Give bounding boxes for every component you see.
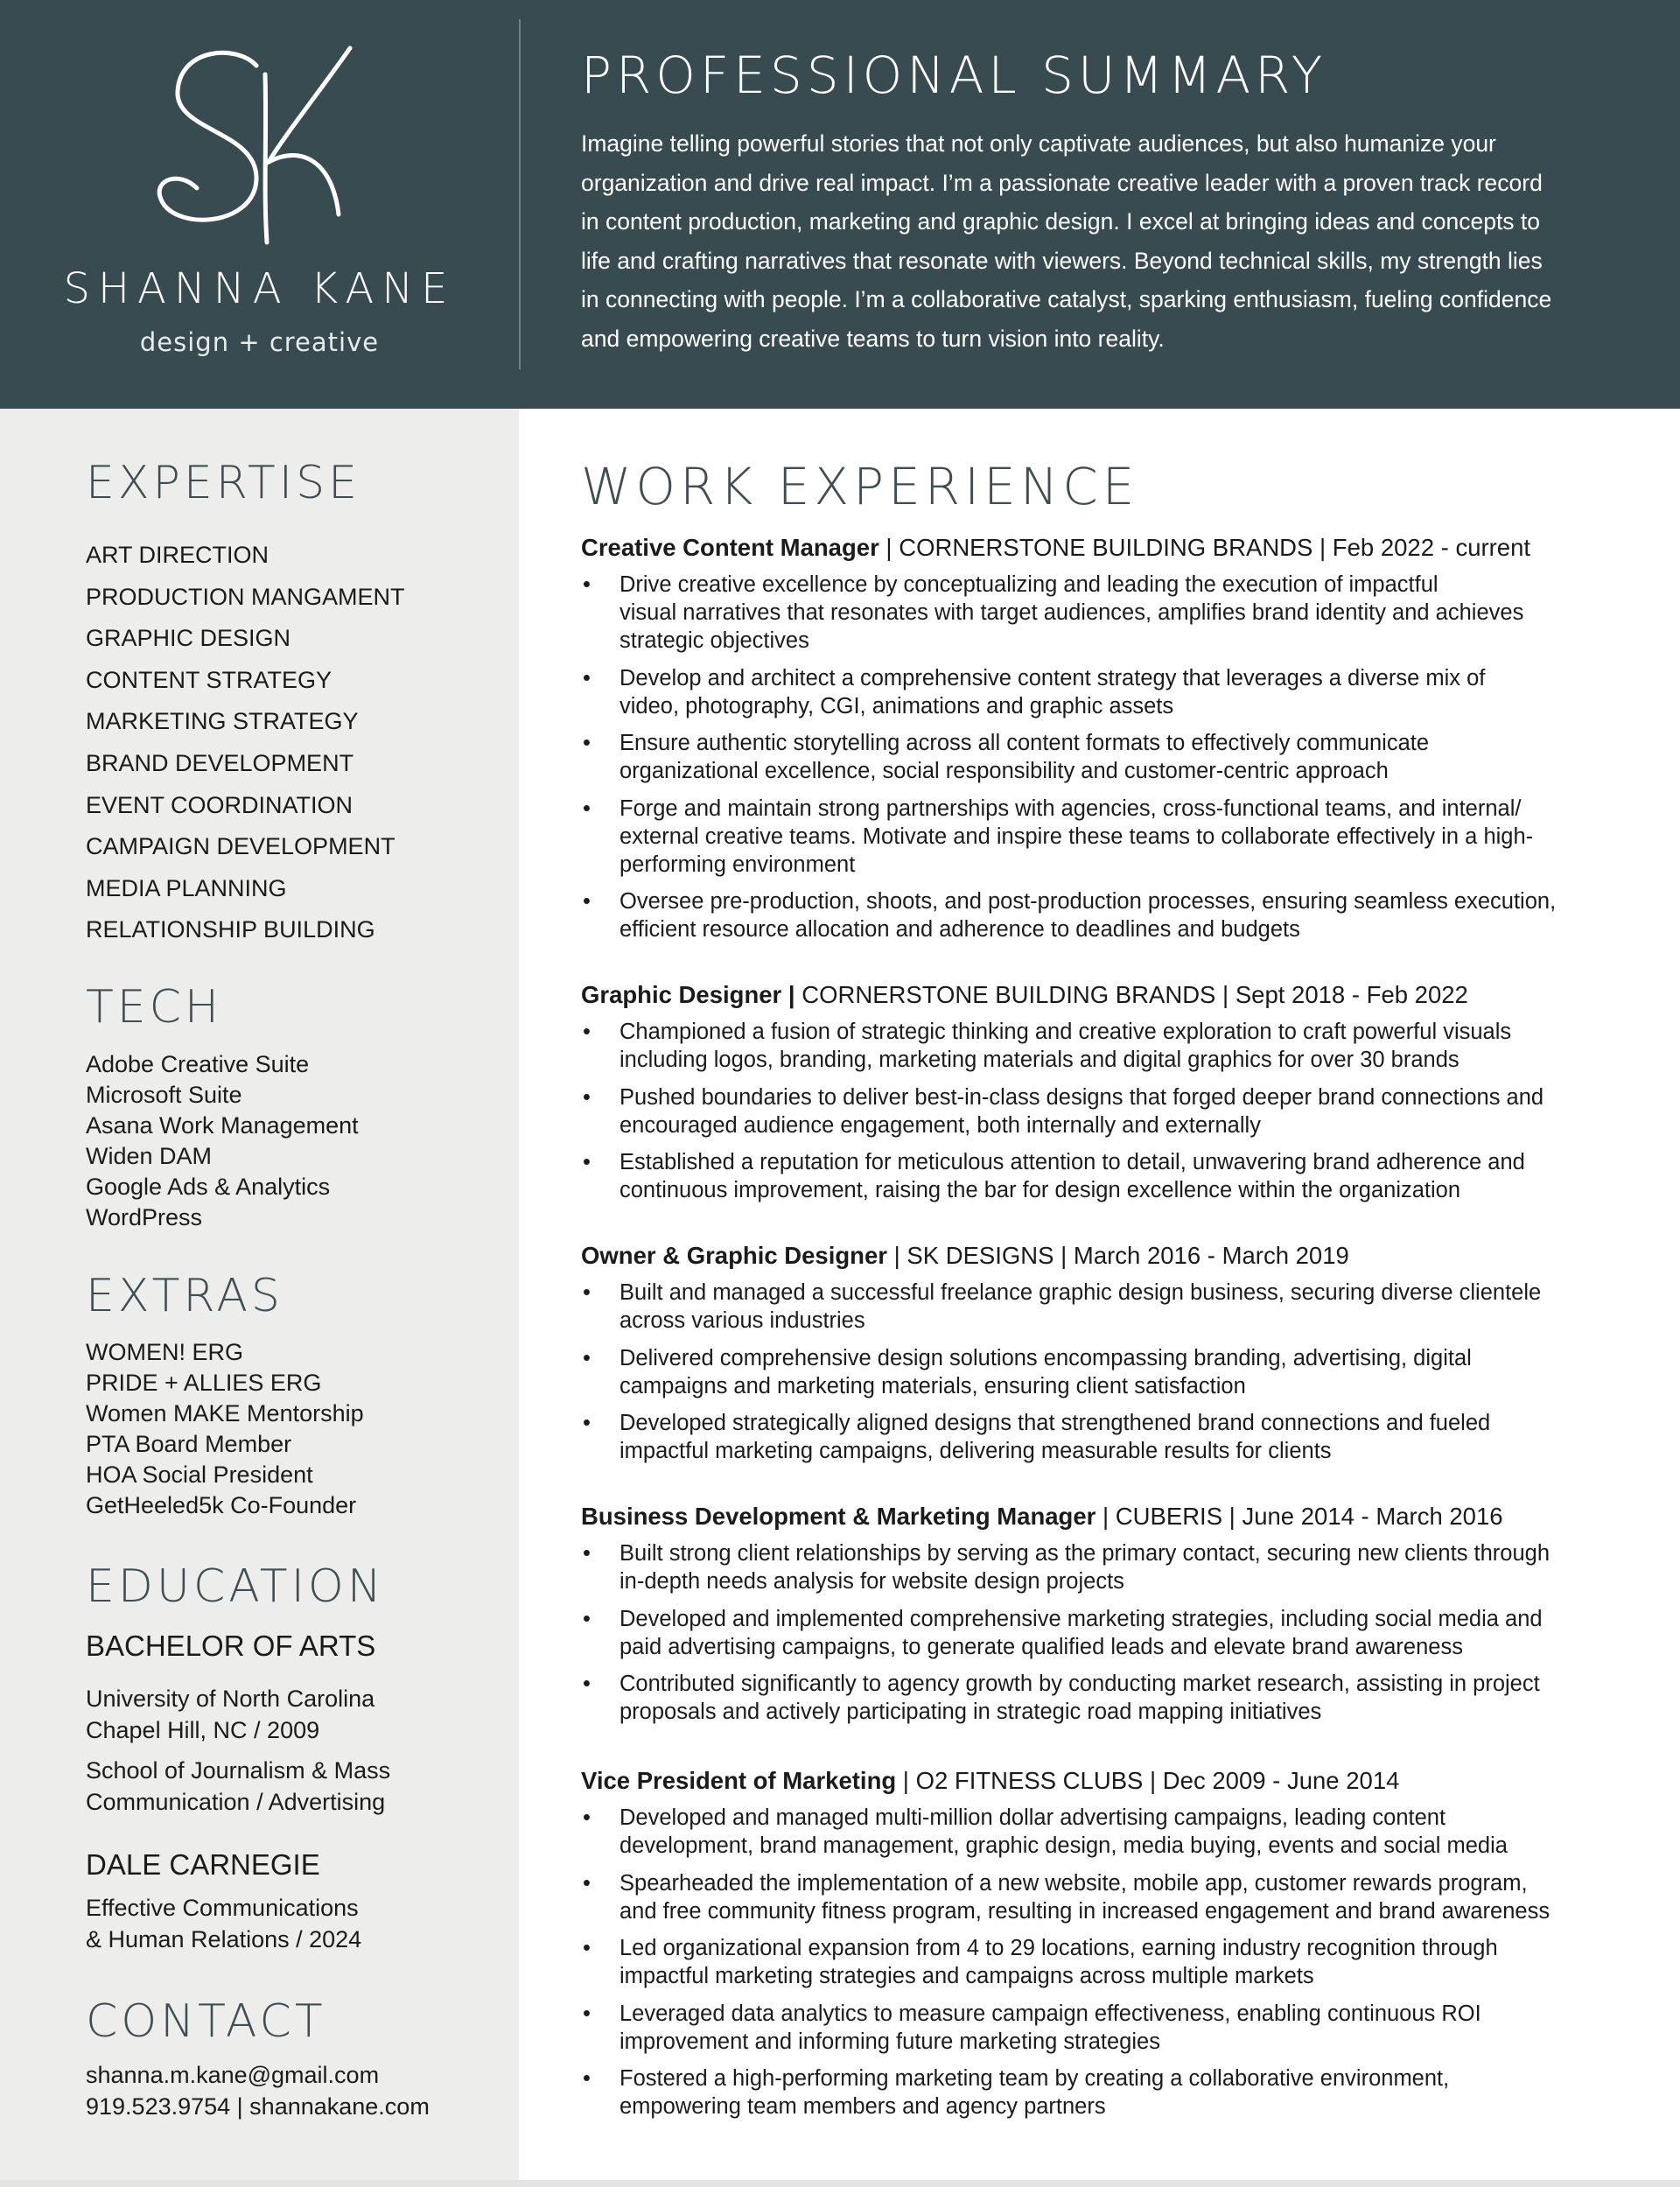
job-entry: [581, 980, 1614, 1214]
job-bullet: [581, 1018, 1614, 1074]
school-line: University of North Carolina: [86, 1686, 375, 1712]
contact-title: CONTACT: [86, 1995, 326, 2048]
bullet-line: impactful marketing strategies and campaigns across multiple markets: [620, 1964, 1314, 1988]
job-bullet: [581, 664, 1614, 720]
tech-item: WordPress: [86, 1204, 203, 1230]
bullet-dot: •: [583, 1345, 591, 1370]
job-bullet: [581, 1605, 1614, 1661]
job-role: Owner & Graphic Designer: [581, 1242, 887, 1269]
job-header: [581, 1502, 1614, 1532]
job-entry: [581, 1502, 1614, 1735]
job-bullet: [581, 2064, 1614, 2120]
cert-heading: DALE CARNEGIE: [86, 1848, 320, 1881]
degree-heading: BACHELOR OF ARTS: [86, 1630, 376, 1662]
phone-website[interactable]: 919.523.9754 | shannakane.com: [86, 2092, 430, 2120]
extras-title: EXTRAS: [86, 1270, 284, 1322]
bullet-dot: •: [583, 2066, 591, 2091]
bullet-line: encouraged audience engagement, both internally and externally: [620, 1112, 1261, 1138]
brand-name: SHANNA KANE: [63, 264, 456, 313]
program-line: Communication / Advertising: [86, 1788, 386, 1815]
job-bullet: [581, 1344, 1614, 1400]
header-divider: [519, 19, 521, 369]
bullet-dot: •: [583, 1541, 591, 1566]
job-bullets: [581, 571, 1614, 943]
job-entry: [581, 1766, 1614, 2130]
bullet-line: Oversee pre-production, shoots, and post-production processes, ensuring seamless execution,: [620, 889, 1557, 914]
job-bullets: [581, 1804, 1614, 2120]
job-entry: [581, 533, 1614, 953]
bullet-line: external creative teams. Motivate and inspire these teams to collaborate effectively in a high-: [620, 824, 1534, 849]
cert-block: [86, 1893, 361, 1955]
bullet-dot: •: [583, 1672, 591, 1696]
job-header: [581, 533, 1614, 563]
expertise-item: PRODUCTION MANGAMENT: [86, 583, 405, 610]
bottom-rule: [0, 2180, 1680, 2187]
bullet-line: and free community fitness program, resulting in increased engagement and brand awareness: [620, 1898, 1550, 1924]
expertise-item: BRAND DEVELOPMENT: [86, 749, 354, 776]
bullet-line: in-depth needs analysis for website design projects: [620, 1569, 1124, 1594]
bullet-dot: •: [583, 1606, 591, 1631]
bullet-line: visual narratives that resonates with target audiences, amplifies brand identity and achieves: [620, 600, 1524, 625]
tech-item: Microsoft Suite: [86, 1082, 242, 1108]
bullet-line: Built and managed a successful freelance graphic design business, securing diverse clientele: [620, 1280, 1542, 1305]
bullet-dot: •: [583, 796, 591, 821]
tech-item: Widen DAM: [86, 1143, 213, 1169]
tech-title: TECH: [86, 981, 223, 1034]
tech-list: [86, 1049, 359, 1233]
job-bullet: [581, 1869, 1614, 1925]
bullet-line: video, photography, CGI, animations and graphic assets: [620, 693, 1174, 718]
sk-monogram-logo: [153, 39, 354, 249]
summary-line: in connecting with people. I’m a collaborative catalyst, sparking enthusiasm, fueling confidence: [581, 286, 1552, 313]
bullet-line: strategic objectives: [620, 628, 809, 653]
job-bullet: [581, 887, 1614, 943]
bullet-dot: •: [583, 1411, 591, 1435]
bullet-dot: •: [583, 572, 591, 597]
job-bullet: [581, 1804, 1614, 1860]
job-bullet: [581, 1148, 1614, 1204]
bullet-line: Develop and architect a comprehensive content strategy that leverages a diverse mix of: [620, 665, 1486, 690]
job-bullet: [581, 1670, 1614, 1726]
tech-item: Asana Work Management: [86, 1112, 359, 1139]
bullet-dot: •: [583, 1280, 591, 1305]
extras-item: PTA Board Member: [86, 1431, 292, 1457]
school-line: Chapel Hill, NC / 2009: [86, 1716, 320, 1743]
contact-block: [86, 2060, 430, 2122]
bullet-dot: •: [583, 889, 591, 914]
bullet-line: efficient resource allocation and adherence to deadlines and budgets: [620, 917, 1300, 942]
tech-item: Google Ads & Analytics: [86, 1174, 331, 1200]
job-bullet: [581, 2000, 1614, 2056]
tech-item: Adobe Creative Suite: [86, 1051, 310, 1077]
bullet-line: Drive creative excellence by conceptualizing and leading the execution of impactful: [620, 572, 1438, 597]
bullet-line: across various industries: [620, 1308, 865, 1333]
job-header: [581, 1241, 1614, 1271]
job-role: Vice President of Marketing: [581, 1767, 897, 1794]
email-link[interactable]: shanna.m.kane@gmail.com: [86, 2062, 380, 2088]
expertise-item: MARKETING STRATEGY: [86, 708, 359, 735]
bullet-dot: •: [583, 1084, 591, 1110]
bullet-dot: •: [583, 2001, 591, 2026]
job-bullet: [581, 795, 1614, 879]
job-bullet: [581, 1083, 1614, 1139]
expertise-item: CAMPAIGN DEVELOPMENT: [86, 833, 396, 860]
job-bullet: [581, 1279, 1614, 1335]
bullet-line: Developed strategically aligned designs that strengthened brand connections and fueled: [620, 1411, 1491, 1435]
summary-text: [581, 124, 1587, 359]
education-title: EDUCATION: [86, 1560, 385, 1613]
bullet-line: Contributed significantly to agency growth by conducting market research, assisting in project: [620, 1672, 1540, 1696]
summary-line: and empowering creative teams to turn vision into reality.: [581, 325, 1165, 352]
summary-line: Imagine telling powerful stories that not only captivate audiences, but also humanize your: [581, 130, 1496, 157]
bullet-line: paid advertising campaigns, to generate qualified leads and elevate brand awareness: [620, 1634, 1463, 1659]
bullet-line: Developed and implemented comprehensive marketing strategies, including social media and: [620, 1606, 1543, 1631]
expertise-item: RELATIONSHIP BUILDING: [86, 916, 375, 943]
job-bullets: [581, 1279, 1614, 1465]
bullet-line: Pushed boundaries to deliver best-in-class designs that forged deeper brand connections and: [620, 1084, 1544, 1110]
bullet-line: Built strong client relationships by serving as the primary contact, securing new clients through: [620, 1541, 1550, 1566]
job-details: | CUBERIS | June 2014 - March 2016: [1096, 1503, 1503, 1530]
expertise-list: [86, 535, 405, 951]
summary-line: in content production, marketing and graphic design. I excel at bringing ideas and concepts to: [581, 208, 1541, 235]
job-role: Creative Content Manager: [581, 534, 879, 561]
job-bullets: [581, 1539, 1614, 1726]
job-bullet: [581, 571, 1614, 655]
job-details: | CORNERSTONE BUILDING BRANDS | Feb 2022 - current: [878, 534, 1531, 561]
bullet-line: including logos, branding, marketing materials and digital graphics for over 30 brands: [620, 1048, 1460, 1072]
cert-line: & Human Relations / 2024: [86, 1925, 362, 1952]
bullet-dot: •: [583, 1936, 591, 1960]
extras-item: GetHeeled5k Co-Founder: [86, 1492, 357, 1518]
bullet-line: performing environment: [620, 852, 856, 877]
bullet-line: campaigns and marketing materials, ensuring client satisfaction: [620, 1373, 1246, 1398]
expertise-item: GRAPHIC DESIGN: [86, 625, 291, 652]
bullet-line: Delivered comprehensive design solutions encompassing branding, advertising, digital: [620, 1345, 1472, 1370]
bullet-dot: •: [583, 731, 591, 755]
extras-item: PRIDE + ALLIES ERG: [86, 1370, 322, 1396]
job-bullets: [581, 1018, 1614, 1204]
bullet-line: Ensure authentic storytelling across all content formats to effectively communicate: [620, 731, 1430, 755]
extras-list: [86, 1337, 364, 1521]
summary-title: PROFESSIONAL SUMMARY: [581, 46, 1327, 105]
expertise-item: EVENT COORDINATION: [86, 791, 354, 818]
brand-tagline: design + creative: [139, 327, 380, 357]
job-details: | SK DESIGNS | March 2016 - March 2019: [886, 1242, 1349, 1269]
extras-item: Women MAKE Mentorship: [86, 1400, 364, 1426]
bullet-line: empowering team members and agency partners: [620, 2094, 1106, 2119]
bullet-line: continuous improvement, raising the bar for design excellence within the organization: [620, 1178, 1461, 1202]
bullet-line: Championed a fusion of strategic thinking and creative exploration to craft powerful visuals: [620, 1020, 1512, 1044]
bullet-line: development, brand management, graphic design, media buying, events and social media: [620, 1833, 1508, 1858]
summary-line: life and crafting narratives that resonate with viewers. Beyond technical skills, my strength lies: [581, 247, 1543, 274]
cert-line: Effective Communications: [86, 1895, 359, 1921]
bullet-line: Developed and managed multi-million dollar advertising campaigns, leading content: [620, 1805, 1446, 1830]
bullet-dot: •: [583, 1150, 591, 1174]
bullet-line: organizational excellence, social responsibility and customer-centric approach: [620, 759, 1389, 783]
bullet-dot: •: [583, 1020, 591, 1044]
job-bullet: [581, 1934, 1614, 1990]
bullet-line: impactful marketing campaigns, delivering measurable results for clients: [620, 1439, 1332, 1463]
job-header: [581, 980, 1614, 1010]
expertise-item: ART DIRECTION: [86, 542, 270, 568]
job-entry: [581, 1241, 1614, 1475]
bullet-line: Leveraged data analytics to measure campaign effectiveness, enabling continuous ROI: [620, 2001, 1481, 2026]
bullet-line: Led organizational expansion from 4 to 29 locations, earning industry recognition through: [620, 1936, 1498, 1960]
job-details: CORNERSTONE BUILDING BRANDS | Sept 2018 - Feb 2022: [794, 981, 1468, 1008]
job-role: Graphic Designer |: [581, 981, 795, 1008]
bullet-dot: •: [583, 1805, 591, 1830]
bullet-line: improvement and informing future marketing strategies: [620, 2029, 1160, 2054]
job-bullet: [581, 1409, 1614, 1465]
job-role: Business Development & Marketing Manager: [581, 1503, 1096, 1530]
extras-item: HOA Social President: [86, 1462, 313, 1488]
bullet-line: Fostered a high-performing marketing team by creating a collaborative environment,: [620, 2066, 1450, 2091]
work-experience-title: WORK EXPERIENCE: [581, 457, 1139, 516]
bullet-line: Established a reputation for meticulous attention to detail, unwavering brand adherence and: [620, 1150, 1525, 1174]
bullet-line: Spearheaded the implementation of a new website, mobile app, customer rewards program,: [620, 1870, 1528, 1896]
job-header: [581, 1766, 1614, 1796]
school-block: [86, 1684, 374, 1746]
job-bullet: [581, 1539, 1614, 1595]
expertise-item: CONTENT STRATEGY: [86, 666, 332, 693]
expertise-title: EXPERTISE: [86, 457, 361, 509]
job-bullet: [581, 729, 1614, 785]
bullet-dot: •: [583, 1870, 591, 1896]
expertise-item: MEDIA PLANNING: [86, 874, 287, 901]
program-line: School of Journalism & Mass: [86, 1757, 391, 1784]
job-details: | O2 FITNESS CLUBS | Dec 2009 - June 2014: [896, 1767, 1400, 1794]
bullet-line: Forge and maintain strong partnerships with agencies, cross-functional teams, and internal/: [620, 796, 1522, 821]
extras-item: WOMEN! ERG: [86, 1339, 243, 1365]
bullet-dot: •: [583, 665, 591, 690]
bullet-line: proposals and actively participating in strategic road mapping initiatives: [620, 1700, 1322, 1724]
program-block: [86, 1756, 390, 1818]
summary-line: organization and drive real impact. I’m a passionate creative leader with a proven track record: [581, 169, 1543, 196]
